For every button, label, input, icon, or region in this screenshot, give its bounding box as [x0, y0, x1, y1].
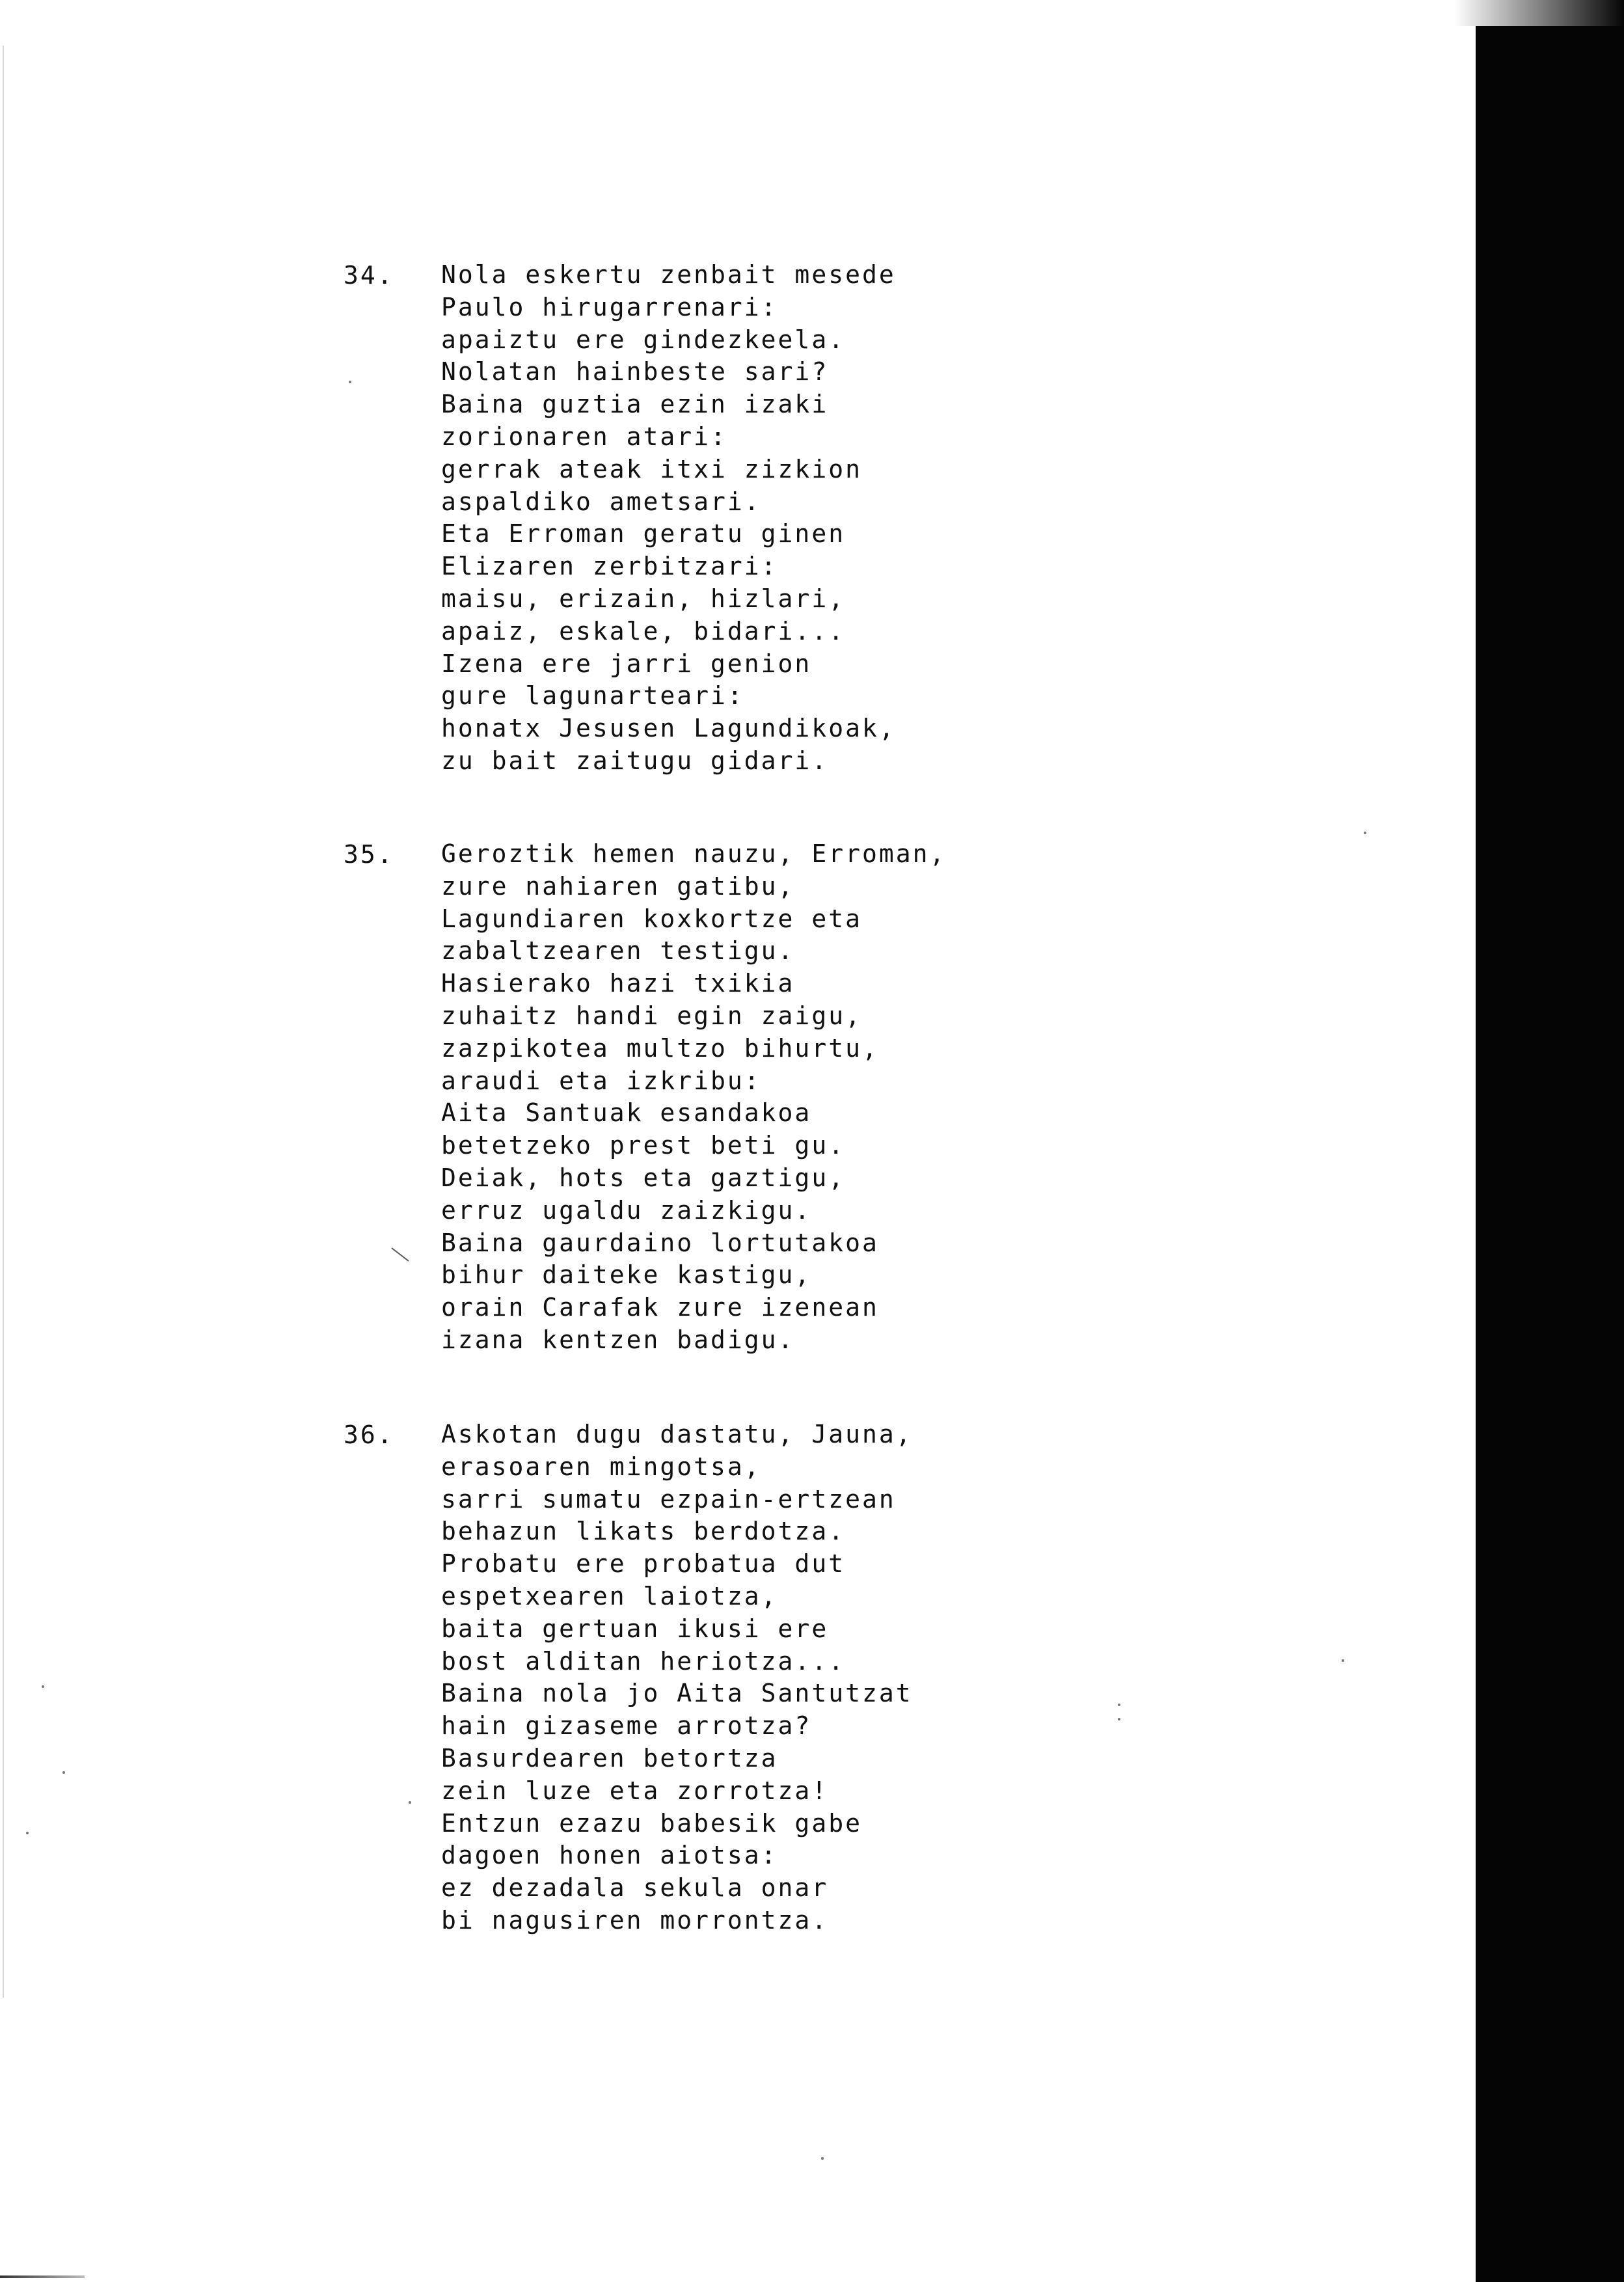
- verse-line: apaiztu ere gindezkeela.: [441, 325, 846, 354]
- verse-line: ez dezadala sekula onar: [441, 1873, 829, 1903]
- stanza-number: 35.: [344, 840, 394, 869]
- verse-line: Deiak, hots eta gaztigu,: [441, 1163, 846, 1192]
- verse-line: Aita Santuak esandakoa: [441, 1098, 812, 1128]
- verse-line: gerrak ateak itxi zizkion: [441, 454, 862, 483]
- scan-dark-margin: [1476, 0, 1624, 2282]
- scan-speck: [1364, 832, 1366, 834]
- verse-line: orain Carafak zure izenean: [441, 1293, 879, 1322]
- verse-line: gure lagunarteari:: [441, 681, 744, 711]
- verse-line: araudi eta izkribu:: [441, 1066, 761, 1095]
- verse-line: izana kentzen badigu.: [441, 1325, 795, 1354]
- scan-speck: [821, 2157, 824, 2160]
- verse-line: Geroztik hemen nauzu, Erroman,: [441, 839, 947, 868]
- verse-line: Askotan dugu dastatu, Jauna,: [441, 1420, 913, 1448]
- verse-line: bi nagusiren morrontza.: [441, 1905, 829, 1935]
- verse-line: honatx Jesusen Lagundikoak,: [441, 714, 896, 743]
- verse-line: Baina nola jo Aita Santutzat: [441, 1679, 913, 1708]
- verse-line: Entzun ezazu babesik gabe: [441, 1808, 862, 1838]
- scan-speck: [349, 381, 351, 383]
- verse-line: betetzeko prest beti gu.: [441, 1131, 846, 1160]
- verse-line: erasoaren mingotsa,: [441, 1452, 761, 1481]
- verse-line: Lagundiaren koxkortze eta: [441, 904, 862, 933]
- stanza-lines: [441, 259, 896, 778]
- stanza-lines: [441, 1419, 913, 1937]
- verse-line: aspaldiko ametsari.: [441, 487, 761, 516]
- verse-line: Hasierako hazi txikia: [441, 969, 795, 998]
- verse-line: zorionaren atari:: [441, 422, 727, 451]
- verse-line: maisu, erizain, hizlari,: [441, 584, 846, 613]
- verse-line: hain gizaseme arrotza?: [441, 1711, 812, 1741]
- verse-line: espetxearen laiotza,: [441, 1581, 778, 1610]
- verse-line: Elizaren zerbitzari:: [441, 552, 778, 581]
- verse-line: baita gertuan ikusi ere: [441, 1614, 829, 1643]
- verse-line: zu bait zaitugu gidari.: [441, 746, 829, 775]
- verse-line: Nola eskertu zenbait mesede: [441, 260, 896, 289]
- verse-line: Nolatan hainbeste sari?: [441, 357, 829, 387]
- verse-line: Baina guztia ezin izaki: [441, 390, 829, 419]
- verse-line: apaiz, eskale, bidari...: [441, 616, 846, 645]
- verse-line: bost alditan heriotza...: [441, 1646, 846, 1676]
- verse-line: bihur daiteke kastigu,: [441, 1260, 812, 1290]
- scan-speck: [409, 1801, 411, 1804]
- scan-speck: [62, 1771, 65, 1774]
- pen-stroke-mark: [389, 1245, 428, 1271]
- verse-line: Probatu ere probatua dut: [441, 1549, 846, 1579]
- verse-line: zazpikotea multzo bihurtu,: [441, 1033, 879, 1063]
- scan-top-shadow: [1455, 0, 1624, 26]
- verse-line: zabaltzearen testigu.: [441, 936, 795, 966]
- verse-line: zure nahiaren gatibu,: [441, 871, 795, 901]
- scan-speck: [26, 1832, 29, 1834]
- scan-speck: [1118, 1704, 1120, 1706]
- scan-speck: [1342, 1659, 1344, 1662]
- verse-line: erruz ugaldu zaizkigu.: [441, 1195, 812, 1225]
- verse-line: Eta Erroman geratu ginen: [441, 519, 846, 549]
- scan-speck: [1118, 1718, 1120, 1720]
- verse-line: Baina gaurdaino lortutakoa: [441, 1228, 879, 1257]
- stanza-number: 36.: [344, 1420, 394, 1449]
- verse-line: dagoen honen aiotsa:: [441, 1841, 778, 1870]
- verse-line: sarri sumatu ezpain-ertzean: [441, 1484, 896, 1514]
- verse-line: Basurdearen betortza: [441, 1743, 778, 1773]
- stanza-lines: [441, 838, 946, 1357]
- scan-left-rule: [3, 46, 4, 1998]
- stanza-number: 34.: [344, 261, 394, 290]
- verse-line: zuhaitz handi egin zaigu,: [441, 1001, 862, 1030]
- scan-speck: [42, 1685, 44, 1688]
- verse-line: zein luze eta zorrotza!: [441, 1776, 829, 1805]
- verse-line: Paulo hirugarrenari:: [441, 292, 778, 321]
- scan-bottom-smudge: [0, 2275, 85, 2278]
- verse-line: Izena ere jarri genion: [441, 649, 812, 678]
- verse-line: behazun likats berdotza.: [441, 1517, 846, 1546]
